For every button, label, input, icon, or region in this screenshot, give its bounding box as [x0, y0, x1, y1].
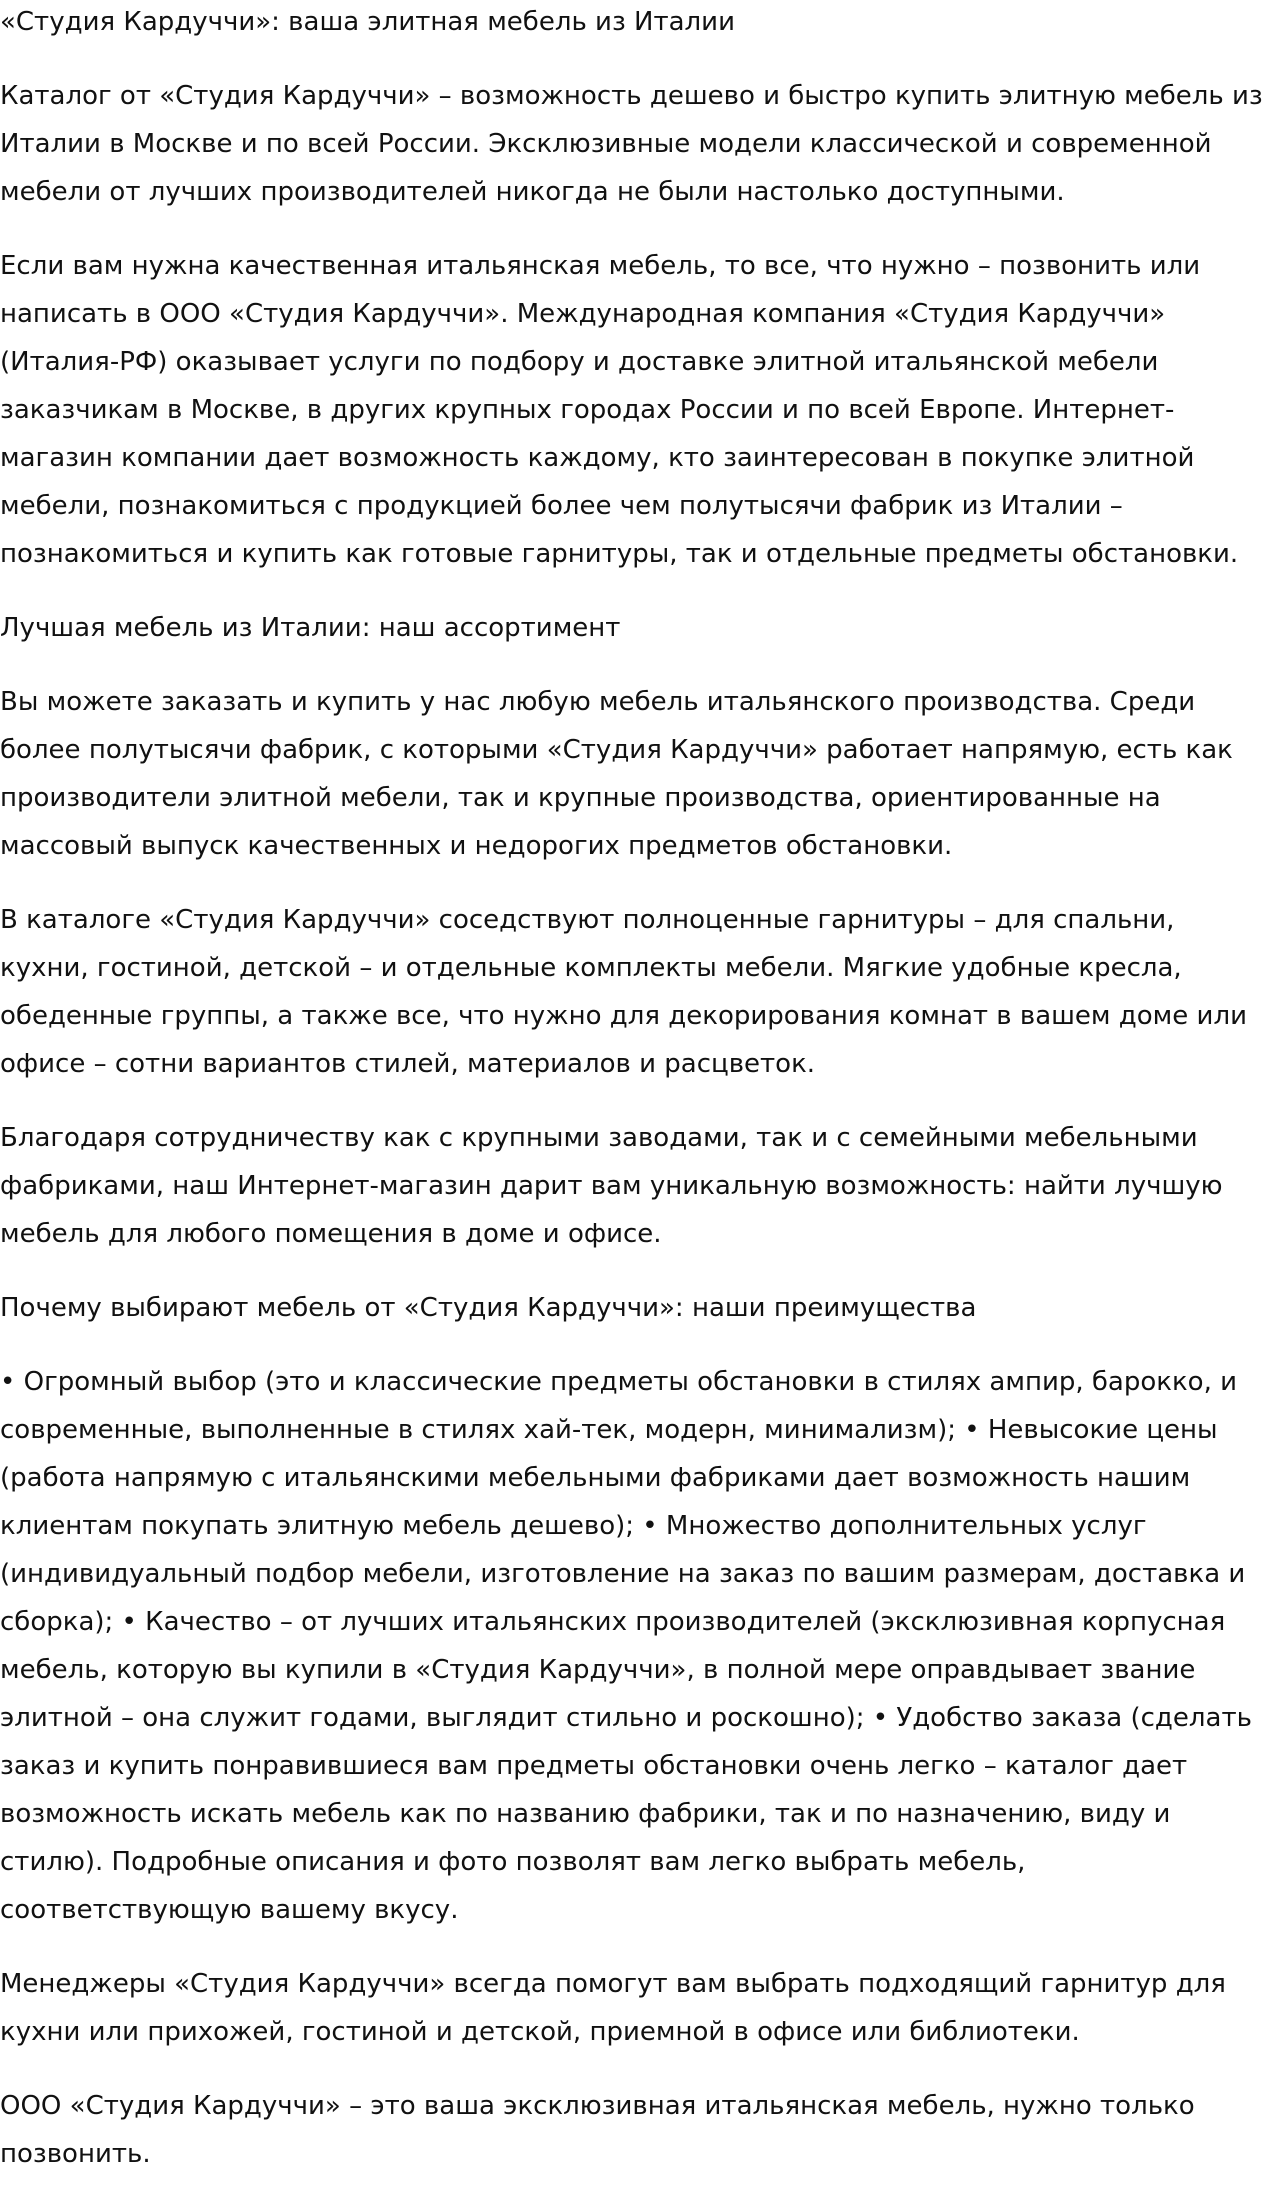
assortment-paragraph-1: Вы можете заказать и купить у нас любую мебель итальянского производства. Среди более полутысячи фабрик, с которыми «Студия Кардуччи» работает напрямую, есть как производители элитной мебели, так и крупные производства, ориентированные на массовый выпуск качественных и недорогих предметов обстановки.	[0, 687, 1233, 861]
advantages-paragraph: • Огромный выбор (это и классические предметы обстановки в стилях ампир, барокко, и современные, выполненные в стилях хай-тек, модерн, минимализм); • Невысокие цены (работа напрямую с итальянскими мебельными фабриками дает возможность нашим клиентам покупать элитную мебель дешево); • Множество дополнительных услуг (индивидуальный подбор мебели, изготовление на заказ по вашим размерам, доставка и сборка); • Качество – от лучших итальянских производителей (эксклюзивная корпусная мебель, которую вы купили в «Студия Кардуччи», в полной мере оправдывает звание элитной – она служит годами, выглядит стильно и роскошно); • Удобство заказа (сделать заказ и купить понравившиеся вам предметы обстановки очень легко – каталог дает возможность искать мебель как по названию фабрики, так и по назначению, виду и стилю). Подробные описания и фото позволят вам легко выбрать мебель, соответствующую вашему вкусу.	[0, 1367, 1252, 1925]
document-title: «Студия Кардуччи»: ваша элитная мебель из Италии	[0, 7, 735, 37]
assortment-paragraph-2: В каталоге «Студия Кардуччи» соседствуют полноценные гарнитуры – для спальни, кухни, гостиной, детской – и отдельные комплекты мебели. Мягкие удобные кресла, обеденные группы, а также все, что нужно для декорирования комнат в вашем доме или офисе – сотни вариантов стилей, материалов и расцветок.	[0, 905, 1247, 1079]
assortment-paragraph-3: Благодаря сотрудничеству как с крупными заводами, так и с семейными мебельными фабриками, наш Интернет-магазин дарит вам уникальную возможность: найти лучшую мебель для любого помещения в доме и офисе.	[0, 1123, 1223, 1249]
intro-paragraph-2: Если вам нужна качественная итальянская мебель, то все, что нужно – позвонить или написать в ООО «Студия Кардуччи». Международная компания «Студия Кардуччи» (Италия-РФ) оказывает услуги по подбору и доставке элитной итальянской мебели заказчикам в Москве, в других крупных городах России и по всей Европе. Интернет-магазин компании дает возможность каждому, кто заинтересован в покупке элитной мебели, познакомиться с продукцией более чем полутысячи фабрик из Италии – познакомиться и купить как готовые гарнитуры, так и отдельные предметы обстановки.	[0, 251, 1239, 569]
managers-paragraph: Менеджеры «Студия Кардуччи» всегда помогут вам выбрать подходящий гарнитур для кухни или прихожей, гостиной и детской, приемной в офисе или библиотеки.	[0, 1969, 1226, 2047]
advantages-heading: Почему выбирают мебель от «Студия Кардуччи»: наши преимущества	[0, 1293, 977, 1323]
assortment-heading: Лучшая мебель из Италии: наш ассортимент	[0, 613, 621, 643]
intro-paragraph-1: Каталог от «Студия Кардуччи» – возможность дешево и быстро купить элитную мебель из Италии в Москве и по всей России. Эксклюзивные модели классической и современной мебели от лучших производителей никогда не были настолько доступными.	[0, 81, 1263, 207]
closing-paragraph: ООО «Студия Кардуччи» – это ваша эксклюзивная итальянская мебель, нужно только позвонить.	[0, 2091, 1195, 2169]
